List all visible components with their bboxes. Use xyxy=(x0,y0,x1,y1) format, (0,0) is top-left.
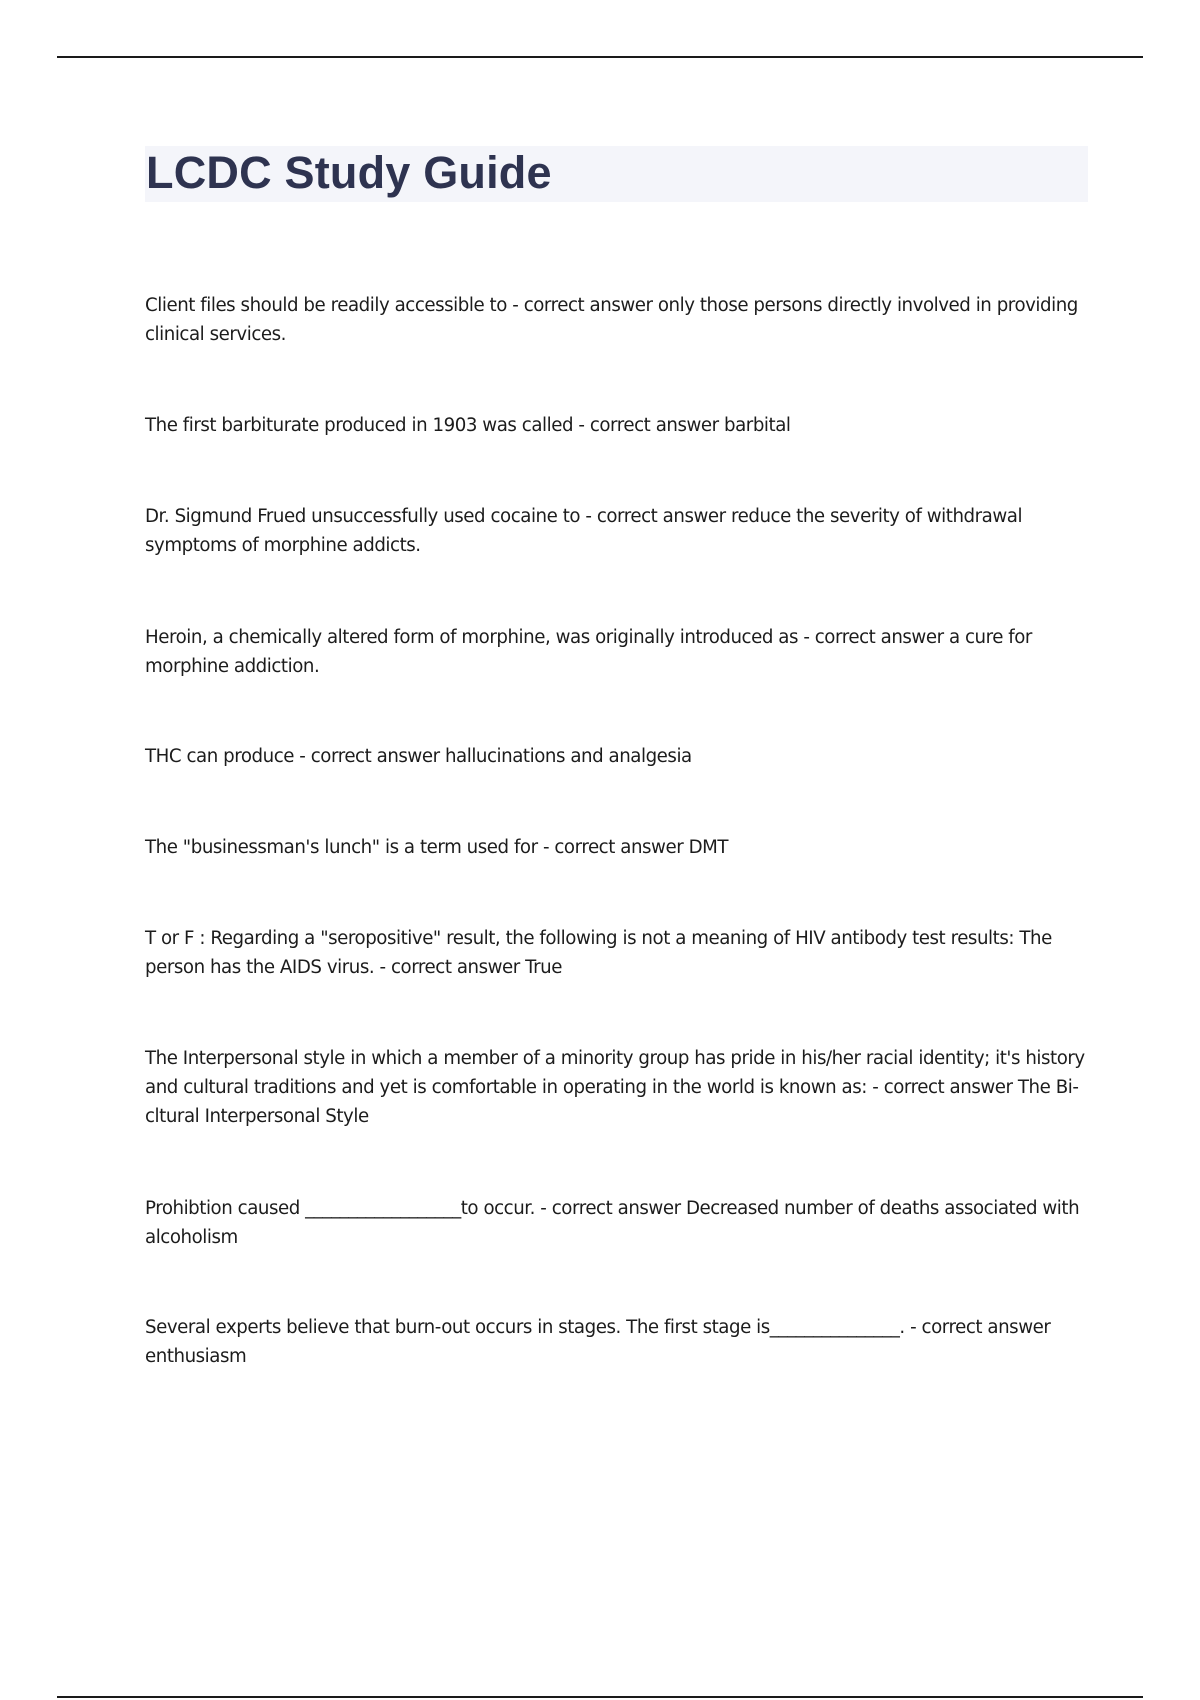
qa-item-3: Dr. Sigmund Frued unsuccessfully used cocaine to - correct answer reduce the severity of withdrawal symptoms of morphine addicts. xyxy=(145,506,1023,556)
top-divider xyxy=(57,56,1143,58)
qa-item-9: Prohibtion caused __________________to occur. - correct answer Decreased number of deaths associated with alcoholism xyxy=(145,1198,1080,1248)
qa-item-6: The "businessman's lunch" is a term used for - correct answer DMT xyxy=(145,837,729,858)
qa-item-2: The first barbiturate produced in 1903 was called - correct answer barbital xyxy=(145,415,791,436)
qa-item-7: T or F : Regarding a "seropositive" result, the following is not a meaning of HIV antibody test results: The person has the AIDS virus. - correct answer True xyxy=(145,928,1052,978)
qa-item-4: Heroin, a chemically altered form of morphine, was originally introduced as - correct answer a cure for morphine addiction. xyxy=(145,627,1032,677)
qa-item-8: The Interpersonal style in which a member of a minority group has pride in his/her racial identity; it's history and cultural traditions and yet is comfortable in operating in the world is known as: - correct answer The Bi-cltural Interpersonal Style xyxy=(145,1048,1085,1127)
document-title: LCDC Study Guide xyxy=(146,147,552,198)
bottom-divider xyxy=(57,1696,1143,1698)
qa-item-1: Client files should be readily accessible to - correct answer only those persons directly involved in providing clinical services. xyxy=(145,295,1078,345)
qa-item-5: THC can produce - correct answer hallucinations and analgesia xyxy=(145,746,692,767)
qa-item-10: Several experts believe that burn-out occurs in stages. The first stage is_______________. - correct answer enthusiasm xyxy=(145,1317,1051,1367)
